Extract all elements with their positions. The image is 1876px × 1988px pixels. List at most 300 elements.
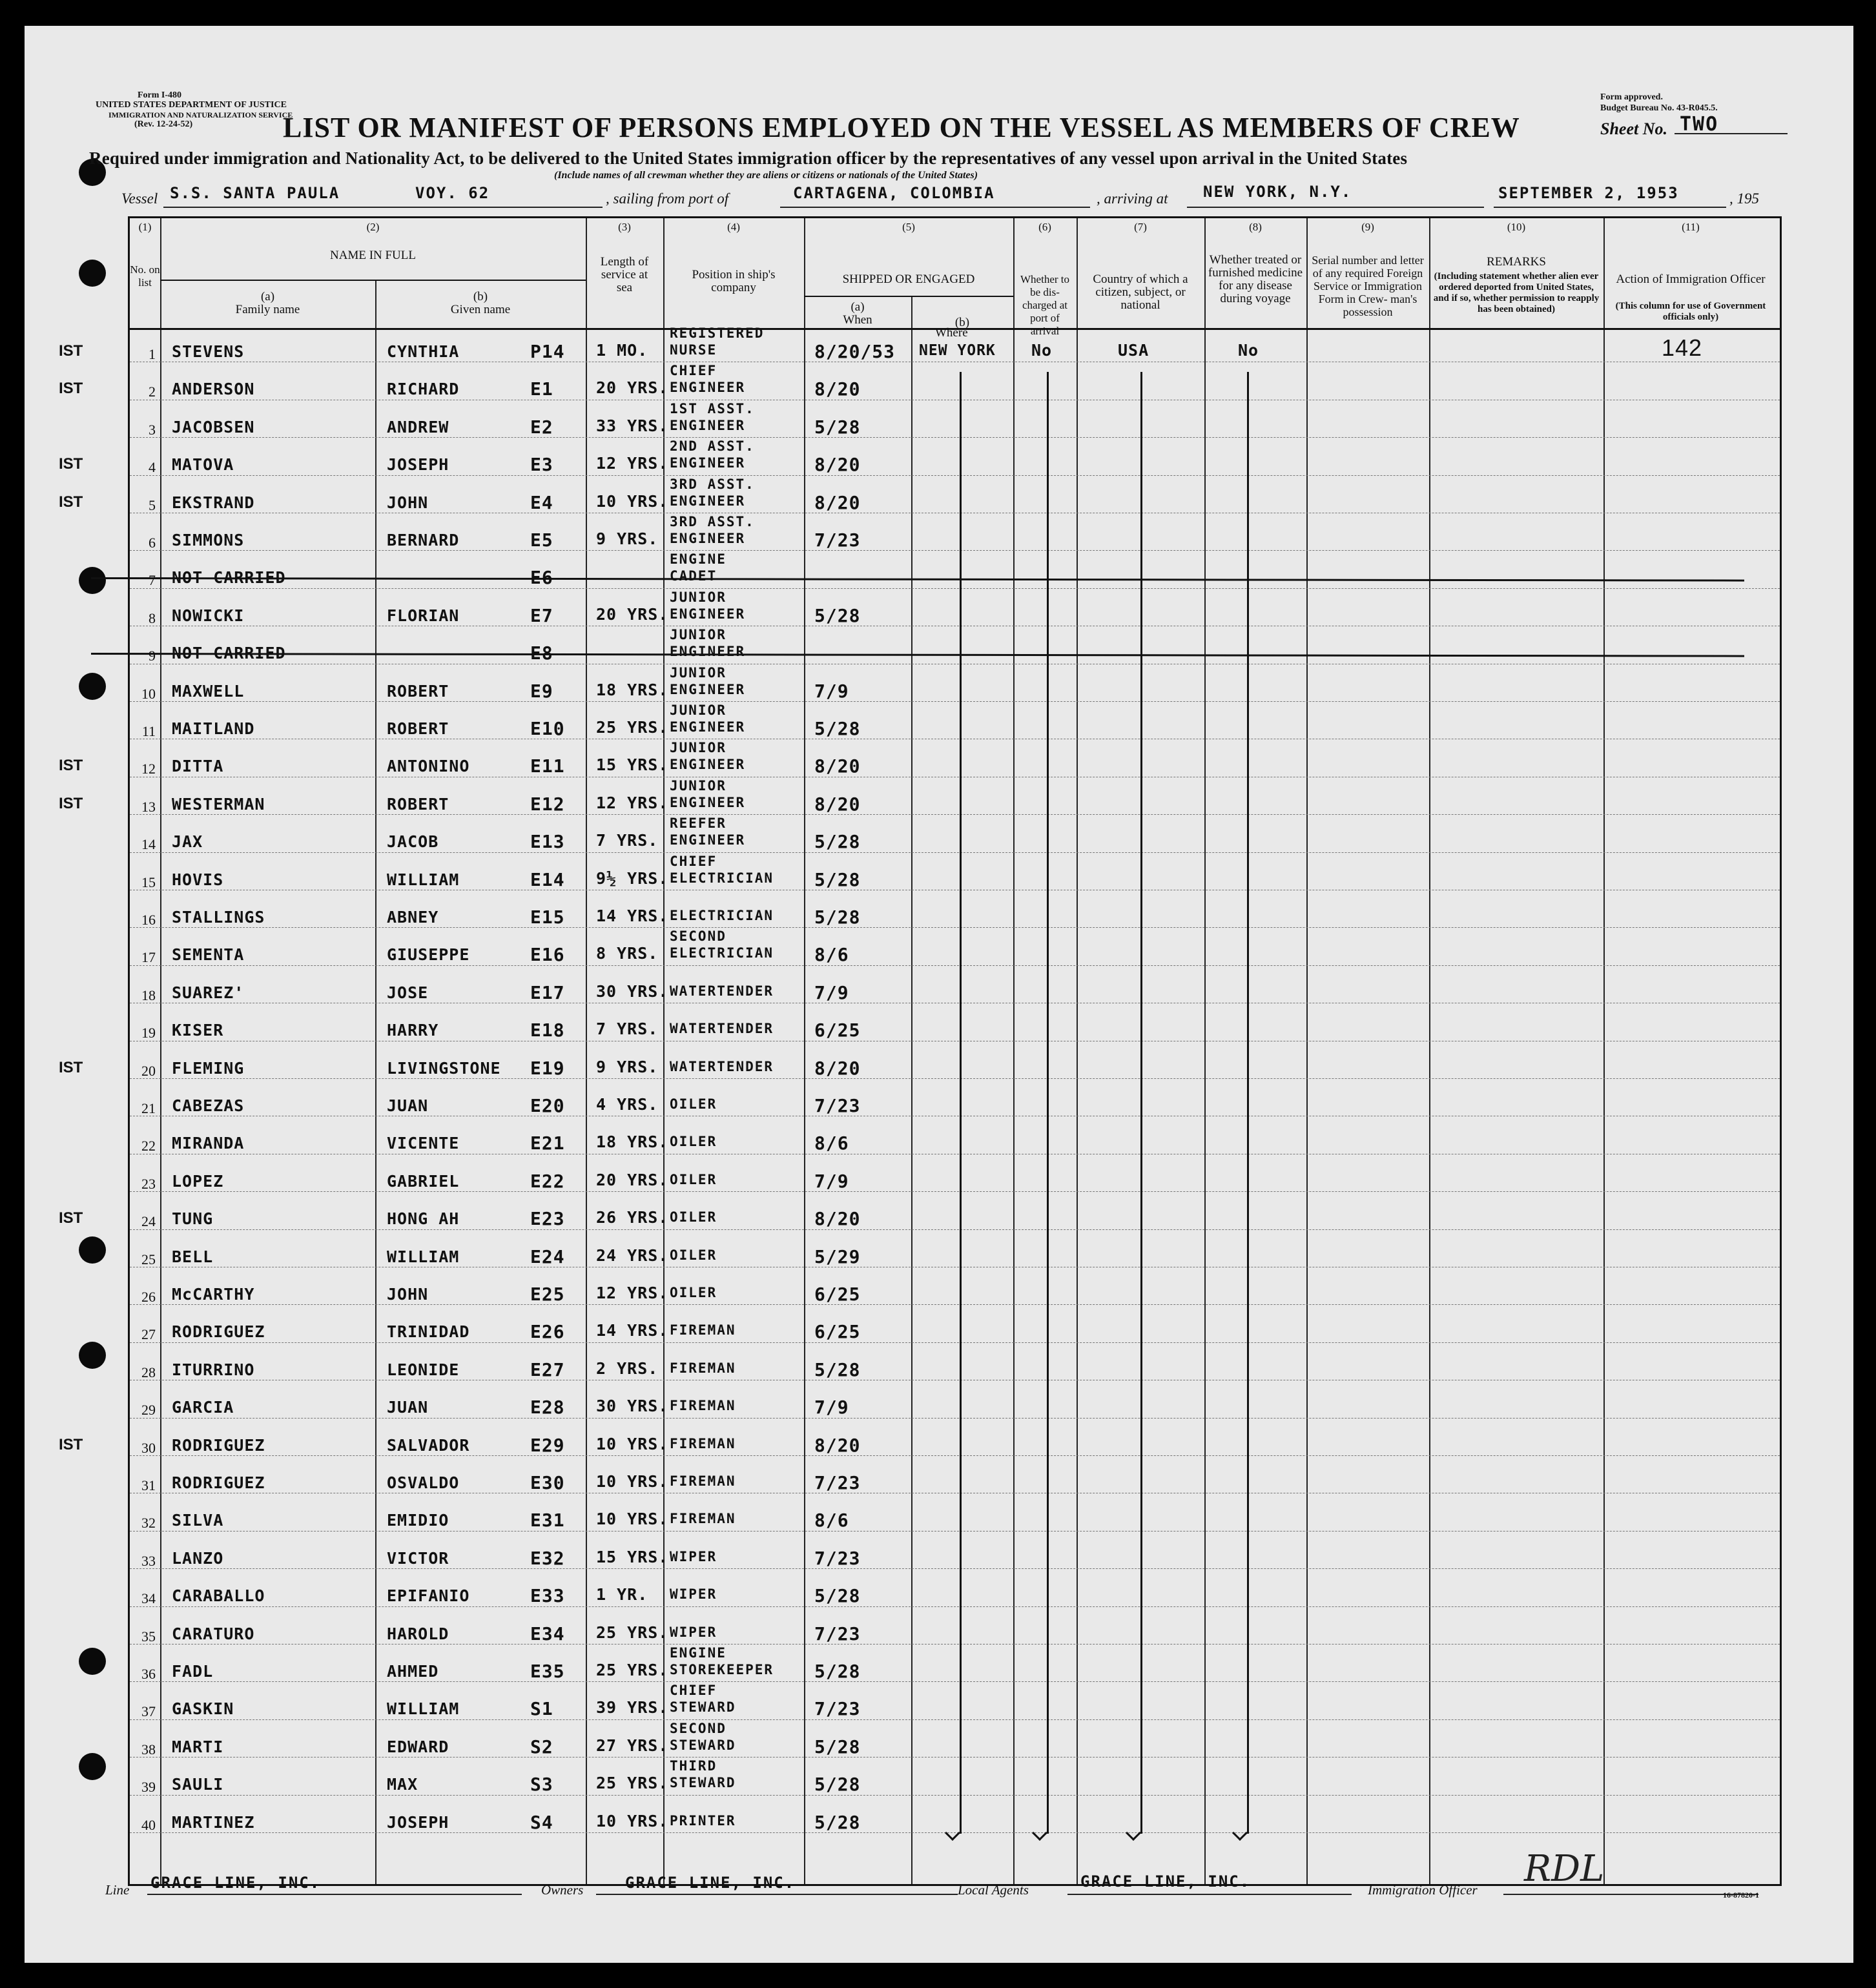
length-of-service: 2 YRS. bbox=[596, 1358, 659, 1378]
row-number: 7 bbox=[149, 572, 156, 589]
position-line-2: FIREMAN bbox=[670, 1435, 736, 1451]
length-of-service: 30 YRS. bbox=[596, 981, 669, 1001]
header-shipped-engaged: SHIPPED OR ENGAGED bbox=[842, 272, 975, 286]
length-of-service: 39 YRS. bbox=[596, 1698, 669, 1717]
family-name: RODRIGUEZ bbox=[172, 1435, 265, 1455]
row-divider bbox=[130, 588, 1780, 589]
shipped-when: 7/9 bbox=[814, 1170, 849, 1192]
position-line-1: ENGINE bbox=[670, 551, 727, 568]
required-statement: Required under immigration and Nationality Act, to be delivered to the United States immigration officer by the representatives of any vessel upon arrival in the United States bbox=[89, 149, 1408, 168]
given-name: WILLIAM bbox=[387, 1699, 460, 1719]
shipped-when: 7/9 bbox=[814, 981, 849, 1003]
position-line-2: FIREMAN bbox=[670, 1473, 736, 1489]
crew-code: E34 bbox=[530, 1623, 565, 1645]
given-name: JOSEPH bbox=[387, 455, 449, 475]
crew-code: E26 bbox=[530, 1321, 565, 1343]
row-divider bbox=[130, 475, 1780, 476]
length-of-service: 10 YRS. bbox=[596, 491, 669, 511]
position-line-1: REEFER bbox=[670, 815, 727, 832]
shipped-when: 8/6 bbox=[814, 944, 849, 966]
row-number: 23 bbox=[141, 1175, 156, 1192]
crew-code: S4 bbox=[530, 1811, 553, 1833]
family-name: JAX bbox=[172, 832, 203, 852]
length-of-service: 20 YRS. bbox=[596, 1170, 669, 1189]
crew-code: S3 bbox=[530, 1774, 553, 1796]
column-number: (1) bbox=[138, 221, 152, 233]
column-number: (7) bbox=[1134, 221, 1147, 233]
year-suffix: , 195 bbox=[1729, 190, 1759, 207]
officer-signature: RDL bbox=[1524, 1848, 1605, 1890]
arrival-port: NEW YORK, N.Y. bbox=[1203, 183, 1352, 201]
crew-code: E2 bbox=[530, 416, 553, 438]
row-divider bbox=[130, 1304, 1780, 1305]
crew-code: E12 bbox=[530, 793, 565, 815]
row-divider bbox=[130, 1531, 1780, 1532]
shipped-when: 7/23 bbox=[814, 1623, 861, 1645]
shipped-when: 5/28 bbox=[814, 1585, 861, 1607]
row-divider bbox=[130, 1644, 1780, 1645]
shipped-when: 8/20 bbox=[814, 755, 861, 777]
family-name: FLEMING bbox=[172, 1058, 245, 1078]
position-line-2: WIPER bbox=[670, 1548, 717, 1564]
family-name: RODRIGUEZ bbox=[172, 1322, 265, 1342]
family-name: MIRANDA bbox=[172, 1134, 245, 1153]
crew-code: E25 bbox=[530, 1284, 565, 1305]
family-name: JACOBSEN bbox=[172, 417, 255, 436]
header-when: When bbox=[843, 313, 872, 327]
position-line-2: OILER bbox=[670, 1171, 717, 1187]
row-divider bbox=[130, 1418, 1780, 1419]
shipped-when: 7/23 bbox=[814, 1698, 861, 1720]
length-of-service: 15 YRS. bbox=[596, 1547, 669, 1566]
given-name: JOSEPH bbox=[387, 1812, 449, 1832]
position-line-2: ENGINEER bbox=[670, 681, 746, 697]
shipped-when: 5/28 bbox=[814, 907, 861, 928]
given-name: JACOB bbox=[387, 832, 439, 852]
family-name: MAITLAND bbox=[172, 719, 255, 738]
family-name: SEMENTA bbox=[172, 945, 245, 965]
position-line-2: OILER bbox=[670, 1285, 717, 1300]
position-line-1: CHIEF bbox=[670, 1683, 717, 1699]
position-line-2: STEWARD bbox=[670, 1699, 736, 1716]
given-name: JUAN bbox=[387, 1096, 429, 1115]
crew-code: E6 bbox=[530, 567, 553, 589]
position-line-2: OILER bbox=[670, 1247, 717, 1263]
header-length-of-service: Length of service at sea bbox=[600, 255, 649, 294]
first-voyage-mark: IST bbox=[59, 380, 83, 398]
crew-code: E1 bbox=[530, 378, 553, 400]
shipped-when: 8/6 bbox=[814, 1510, 849, 1532]
header-remarks-note: (Including statement whether alien ever ordered deported from United States, and if so, whether permission to reapply has been obtained) bbox=[1433, 271, 1600, 314]
header-treated: Whether treated or furnished medicine for any disease during voyage bbox=[1208, 253, 1303, 305]
header-family-letter: (a) bbox=[260, 290, 275, 303]
length-of-service: 7 YRS. bbox=[596, 831, 659, 850]
position-line-2: CADET bbox=[670, 568, 717, 584]
shipped-when: 5/28 bbox=[814, 1661, 861, 1682]
crew-code: S1 bbox=[530, 1698, 553, 1720]
given-name: EMIDIO bbox=[387, 1511, 449, 1530]
crew-code: E29 bbox=[530, 1434, 565, 1456]
page-title: LIST OR MANIFEST OF PERSONS EMPLOYED ON THE VESSEL AS MEMBERS OF CREW bbox=[283, 112, 1520, 143]
family-name: KISER bbox=[172, 1021, 224, 1040]
length-of-service: 24 YRS. bbox=[596, 1245, 669, 1265]
row-divider bbox=[130, 965, 1780, 966]
given-name: BERNARD bbox=[387, 531, 460, 549]
header-family-name: Family name bbox=[235, 303, 300, 316]
manifest-page bbox=[25, 26, 1853, 1963]
crew-code: E5 bbox=[530, 529, 553, 551]
sheet-label: Sheet No. bbox=[1600, 119, 1667, 138]
given-name: ABNEY bbox=[387, 908, 439, 927]
row-number: 36 bbox=[141, 1666, 156, 1682]
position-line-1: 1ST ASST. bbox=[670, 400, 755, 416]
revision-date: (Rev. 12-24-52) bbox=[134, 119, 193, 129]
family-name: CARATURO bbox=[172, 1624, 255, 1643]
crew-code: E17 bbox=[530, 981, 565, 1003]
crew-code: E22 bbox=[530, 1170, 565, 1192]
given-name: JUAN bbox=[387, 1398, 429, 1417]
row-number: 17 bbox=[141, 949, 156, 966]
length-of-service: 18 YRS. bbox=[596, 1132, 669, 1152]
first-voyage-mark: IST bbox=[59, 1209, 83, 1227]
column-number: (2) bbox=[366, 221, 380, 233]
column-number: (6) bbox=[1038, 221, 1051, 233]
given-name: VICENTE bbox=[387, 1134, 460, 1153]
row-number: 25 bbox=[141, 1251, 156, 1267]
length-of-service: 10 YRS. bbox=[596, 1510, 669, 1529]
budget-bureau-number: Budget Bureau No. 43-R045.5. bbox=[1600, 103, 1718, 113]
given-name: ANDREW bbox=[387, 417, 449, 436]
crew-code: E8 bbox=[530, 642, 553, 664]
punch-hole bbox=[79, 1236, 106, 1264]
ditto-arrow bbox=[960, 372, 962, 1834]
crew-code: E14 bbox=[530, 868, 565, 890]
punch-hole bbox=[79, 673, 106, 700]
header-given-name: Given name bbox=[450, 303, 511, 316]
length-of-service: 14 YRS. bbox=[596, 907, 669, 925]
row-divider bbox=[130, 1078, 1780, 1079]
length-of-service: 14 YRS. bbox=[596, 1321, 669, 1340]
row-number: 31 bbox=[141, 1477, 156, 1493]
vessel-label: Vessel bbox=[121, 190, 158, 207]
crew-code: E16 bbox=[530, 944, 565, 966]
first-voyage-mark: IST bbox=[59, 1058, 83, 1076]
ditto-arrow bbox=[1140, 372, 1142, 1834]
given-name: AHMED bbox=[387, 1662, 439, 1681]
row-number: 29 bbox=[141, 1402, 156, 1419]
crew-code: E13 bbox=[530, 831, 565, 853]
crew-code: P14 bbox=[530, 341, 565, 362]
header-where: Where bbox=[935, 326, 968, 340]
shipped-when: 8/20 bbox=[814, 1057, 861, 1079]
row-divider bbox=[130, 1455, 1780, 1456]
length-of-service: 10 YRS. bbox=[596, 1434, 669, 1453]
punch-hole bbox=[79, 1342, 106, 1369]
shipped-when: 7/23 bbox=[814, 529, 861, 551]
position-line-2: OILER bbox=[670, 1134, 717, 1150]
family-name: HOVIS bbox=[172, 870, 224, 889]
position-line-1: SECOND bbox=[670, 928, 727, 945]
position-line-2: STEWARD bbox=[670, 1737, 736, 1753]
position-line-1: 3RD ASST. bbox=[670, 476, 755, 492]
crew-code: E20 bbox=[530, 1095, 565, 1116]
position-line-2: WIPER bbox=[670, 1624, 717, 1640]
position-line-1: THIRD bbox=[670, 1758, 717, 1774]
treated-value: No bbox=[1238, 341, 1259, 360]
position-line-1: SECOND bbox=[670, 1720, 727, 1736]
shipped-when: 5/29 bbox=[814, 1245, 861, 1267]
given-name: JOHN bbox=[387, 1285, 429, 1304]
header-action: Action of Immigration Officer bbox=[1616, 272, 1766, 286]
length-of-service: 25 YRS. bbox=[596, 1661, 669, 1679]
given-name: WILLIAM bbox=[387, 1247, 460, 1266]
vessel-name: S.S. SANTA PAULA bbox=[170, 184, 340, 202]
given-name: GABRIEL bbox=[387, 1171, 460, 1191]
crew-code: E27 bbox=[530, 1358, 565, 1380]
position-line-1: 2ND ASST. bbox=[670, 438, 755, 455]
voyage-number: VOY. 62 bbox=[415, 184, 490, 202]
position-line-2: STEWARD bbox=[670, 1775, 736, 1791]
ditto-arrow bbox=[1247, 372, 1249, 1834]
shipped-when: 8/20 bbox=[814, 491, 861, 513]
position-line-1: JUNIOR bbox=[670, 589, 727, 605]
length-of-service: 7 YRS. bbox=[596, 1020, 659, 1039]
given-name: JOHN bbox=[387, 493, 429, 512]
family-name: STEVENS bbox=[172, 342, 245, 361]
row-number: 11 bbox=[141, 723, 156, 739]
crew-code: E33 bbox=[530, 1585, 565, 1607]
length-of-service: 25 YRS. bbox=[596, 718, 669, 737]
row-number: 38 bbox=[141, 1741, 156, 1757]
first-voyage-mark: IST bbox=[59, 493, 83, 511]
column-number: (9) bbox=[1361, 221, 1374, 233]
given-name: VICTOR bbox=[387, 1548, 449, 1568]
row-number: 32 bbox=[141, 1515, 156, 1532]
crew-table bbox=[59, 216, 1782, 1886]
family-name: WESTERMAN bbox=[172, 794, 265, 814]
family-name: MARTINEZ bbox=[172, 1812, 255, 1832]
row-divider bbox=[130, 1606, 1780, 1607]
crew-code: E7 bbox=[530, 604, 553, 626]
shipped-when: 8/20 bbox=[814, 378, 861, 400]
shipped-when: 7/23 bbox=[814, 1095, 861, 1116]
length-of-service: 33 YRS. bbox=[596, 416, 669, 435]
row-number: 2 bbox=[149, 384, 156, 400]
row-number: 30 bbox=[141, 1439, 156, 1456]
family-name: NOWICKI bbox=[172, 606, 245, 625]
service-line: IMMIGRATION AND NATURALIZATION SERVICE bbox=[108, 110, 293, 119]
position-line-2: NURSE bbox=[670, 342, 717, 358]
row-divider bbox=[130, 1568, 1780, 1569]
given-name: HONG AH bbox=[387, 1209, 460, 1229]
row-number: 5 bbox=[149, 497, 156, 513]
position-line-1: REGISTERED bbox=[670, 325, 765, 341]
given-name: TRINIDAD bbox=[387, 1322, 470, 1342]
shipped-when: 8/6 bbox=[814, 1132, 849, 1154]
column-number: (11) bbox=[1682, 221, 1700, 233]
row-divider bbox=[130, 814, 1780, 815]
shipped-when: 7/9 bbox=[814, 680, 849, 702]
position-line-2: PRINTER bbox=[670, 1812, 736, 1829]
position-line-2: ENGINEER bbox=[670, 531, 746, 546]
row-number: 39 bbox=[141, 1779, 156, 1796]
row-number: 4 bbox=[149, 459, 156, 476]
position-line-2: ENGINEER bbox=[670, 417, 746, 433]
column-number: (5) bbox=[902, 221, 915, 233]
position-line-2: WATERTENDER bbox=[670, 1021, 774, 1037]
length-of-service: 9 YRS. bbox=[596, 1057, 659, 1076]
owners-label: Owners bbox=[541, 1882, 584, 1898]
given-name: ROBERT bbox=[387, 794, 449, 814]
position-line-2: ENGINEER bbox=[670, 757, 746, 773]
shipped-when: 6/25 bbox=[814, 1020, 861, 1041]
row-number: 24 bbox=[141, 1213, 156, 1230]
family-name: FADL bbox=[172, 1662, 214, 1681]
row-number: 13 bbox=[141, 798, 156, 815]
length-of-service: 20 YRS. bbox=[596, 378, 669, 398]
given-name: RICHARD bbox=[387, 380, 460, 399]
position-line-2: OILER bbox=[670, 1096, 717, 1112]
given-name: ANTONINO bbox=[387, 757, 470, 776]
shipped-when: 7/9 bbox=[814, 1397, 849, 1419]
family-name: BELL bbox=[172, 1247, 214, 1266]
crew-code: E23 bbox=[530, 1208, 565, 1230]
sheet-number: TWO bbox=[1680, 113, 1719, 136]
column-number: (3) bbox=[618, 221, 631, 233]
row-number: 37 bbox=[141, 1703, 156, 1720]
given-name: CYNTHIA bbox=[387, 342, 460, 361]
shipped-when: 5/28 bbox=[814, 416, 861, 438]
length-of-service: 15 YRS. bbox=[596, 755, 669, 775]
crew-code: E28 bbox=[530, 1397, 565, 1419]
family-name: LANZO bbox=[172, 1548, 224, 1568]
family-name: MAXWELL bbox=[172, 681, 245, 701]
length-of-service: 26 YRS. bbox=[596, 1208, 669, 1227]
header-no-on-list: No. on list bbox=[130, 263, 160, 289]
shipped-when: 5/28 bbox=[814, 718, 861, 739]
given-name: EPIFANIO bbox=[387, 1586, 470, 1606]
row-divider bbox=[130, 1719, 1780, 1720]
row-number: 40 bbox=[141, 1816, 156, 1833]
department-line: UNITED STATES DEPARTMENT OF JUSTICE bbox=[96, 100, 287, 110]
form-code: 16-87820-1 bbox=[1723, 1891, 1759, 1900]
length-of-service: 9 YRS. bbox=[596, 529, 659, 548]
position-line-2: OILER bbox=[670, 1209, 717, 1225]
position-line-2: FIREMAN bbox=[670, 1360, 736, 1376]
sailing-label: , sailing from port of bbox=[606, 190, 729, 207]
header-where-letter: (b) bbox=[954, 316, 970, 329]
length-of-service: 12 YRS. bbox=[596, 1284, 669, 1302]
given-name: LEONIDE bbox=[387, 1360, 460, 1379]
first-voyage-mark: IST bbox=[59, 757, 83, 775]
position-line-2: ENGINEER bbox=[670, 455, 746, 471]
length-of-service: 27 YRS. bbox=[596, 1736, 669, 1755]
row-number: 34 bbox=[141, 1590, 156, 1607]
crew-code: E3 bbox=[530, 454, 553, 476]
family-name: NOT CARRIED bbox=[172, 644, 286, 663]
punch-hole bbox=[79, 1753, 106, 1780]
row-number: 26 bbox=[141, 1289, 156, 1305]
crew-code: E19 bbox=[530, 1057, 565, 1079]
given-name: ROBERT bbox=[387, 681, 449, 701]
position-line-2: ENGINEER bbox=[670, 794, 746, 810]
owners-value: GRACE LINE, INC. bbox=[625, 1874, 796, 1892]
row-number: 28 bbox=[141, 1364, 156, 1380]
length-of-service: 4 YRS. bbox=[596, 1095, 659, 1114]
family-name: EKSTRAND bbox=[172, 493, 255, 512]
given-name: HARRY bbox=[387, 1021, 439, 1040]
position-line-2: FIREMAN bbox=[670, 1511, 736, 1527]
header-name-in-full: NAME IN FULL bbox=[330, 249, 416, 262]
shipped-when: 5/28 bbox=[814, 1811, 861, 1833]
family-name: SIMMONS bbox=[172, 531, 245, 549]
family-name: MATOVA bbox=[172, 455, 234, 475]
position-line-1: 3RD ASST. bbox=[670, 514, 755, 529]
crew-code: E24 bbox=[530, 1245, 565, 1267]
length-of-service: 1 YR. bbox=[596, 1585, 648, 1604]
sailing-port: CARTAGENA, COLOMBIA bbox=[793, 184, 995, 202]
family-name: SUAREZ' bbox=[172, 983, 245, 1002]
shipped-when: 5/28 bbox=[814, 1358, 861, 1380]
given-name: EDWARD bbox=[387, 1737, 449, 1756]
row-number: 21 bbox=[141, 1100, 156, 1116]
shipped-when: 8/20 bbox=[814, 1208, 861, 1230]
first-voyage-mark: IST bbox=[59, 794, 83, 812]
column-number: (4) bbox=[727, 221, 740, 233]
position-line-1: JUNIOR bbox=[670, 702, 727, 718]
crew-code: E31 bbox=[530, 1510, 565, 1532]
punch-hole bbox=[79, 567, 106, 594]
crew-code: E21 bbox=[530, 1132, 565, 1154]
column-number: (8) bbox=[1249, 221, 1262, 233]
crew-code: E4 bbox=[530, 491, 553, 513]
position-line-2: ENGINEER bbox=[670, 832, 746, 848]
shipped-when: 6/25 bbox=[814, 1321, 861, 1343]
punch-hole bbox=[79, 260, 106, 287]
shipped-when: 8/20/53 bbox=[814, 341, 896, 362]
position-line-1: JUNIOR bbox=[670, 777, 727, 794]
given-name: GIUSEPPE bbox=[387, 945, 470, 965]
position-line-1: CHIEF bbox=[670, 363, 717, 379]
header-when-letter: (a) bbox=[850, 300, 865, 314]
crew-code: E18 bbox=[530, 1020, 565, 1041]
position-line-1: CHIEF bbox=[670, 853, 717, 869]
immigration-officer-label: Immigration Officer bbox=[1368, 1882, 1478, 1898]
arriving-label: , arriving at bbox=[1097, 190, 1168, 207]
family-name: TUNG bbox=[172, 1209, 214, 1229]
family-name: McCARTHY bbox=[172, 1285, 255, 1304]
row-number: 22 bbox=[141, 1138, 156, 1154]
row-number: 1 bbox=[149, 346, 156, 362]
row-number: 16 bbox=[141, 912, 156, 928]
length-of-service: 18 YRS. bbox=[596, 680, 669, 699]
shipped-when: 8/20 bbox=[814, 793, 861, 815]
crew-code: E30 bbox=[530, 1472, 565, 1493]
row-divider bbox=[130, 437, 1780, 438]
row-number: 14 bbox=[141, 836, 156, 853]
given-name: ROBERT bbox=[387, 719, 449, 738]
crew-code: E32 bbox=[530, 1547, 565, 1569]
family-name: ANDERSON bbox=[172, 380, 255, 399]
country-value: USA bbox=[1118, 341, 1149, 360]
ditto-arrow bbox=[1047, 372, 1049, 1834]
given-name: JOSE bbox=[387, 983, 429, 1002]
strike-through-line bbox=[91, 653, 1744, 657]
family-name: DITTA bbox=[172, 757, 224, 776]
crew-code: S2 bbox=[530, 1736, 553, 1757]
shipped-when: 8/20 bbox=[814, 454, 861, 476]
position-line-2: ENGINEER bbox=[670, 644, 746, 660]
